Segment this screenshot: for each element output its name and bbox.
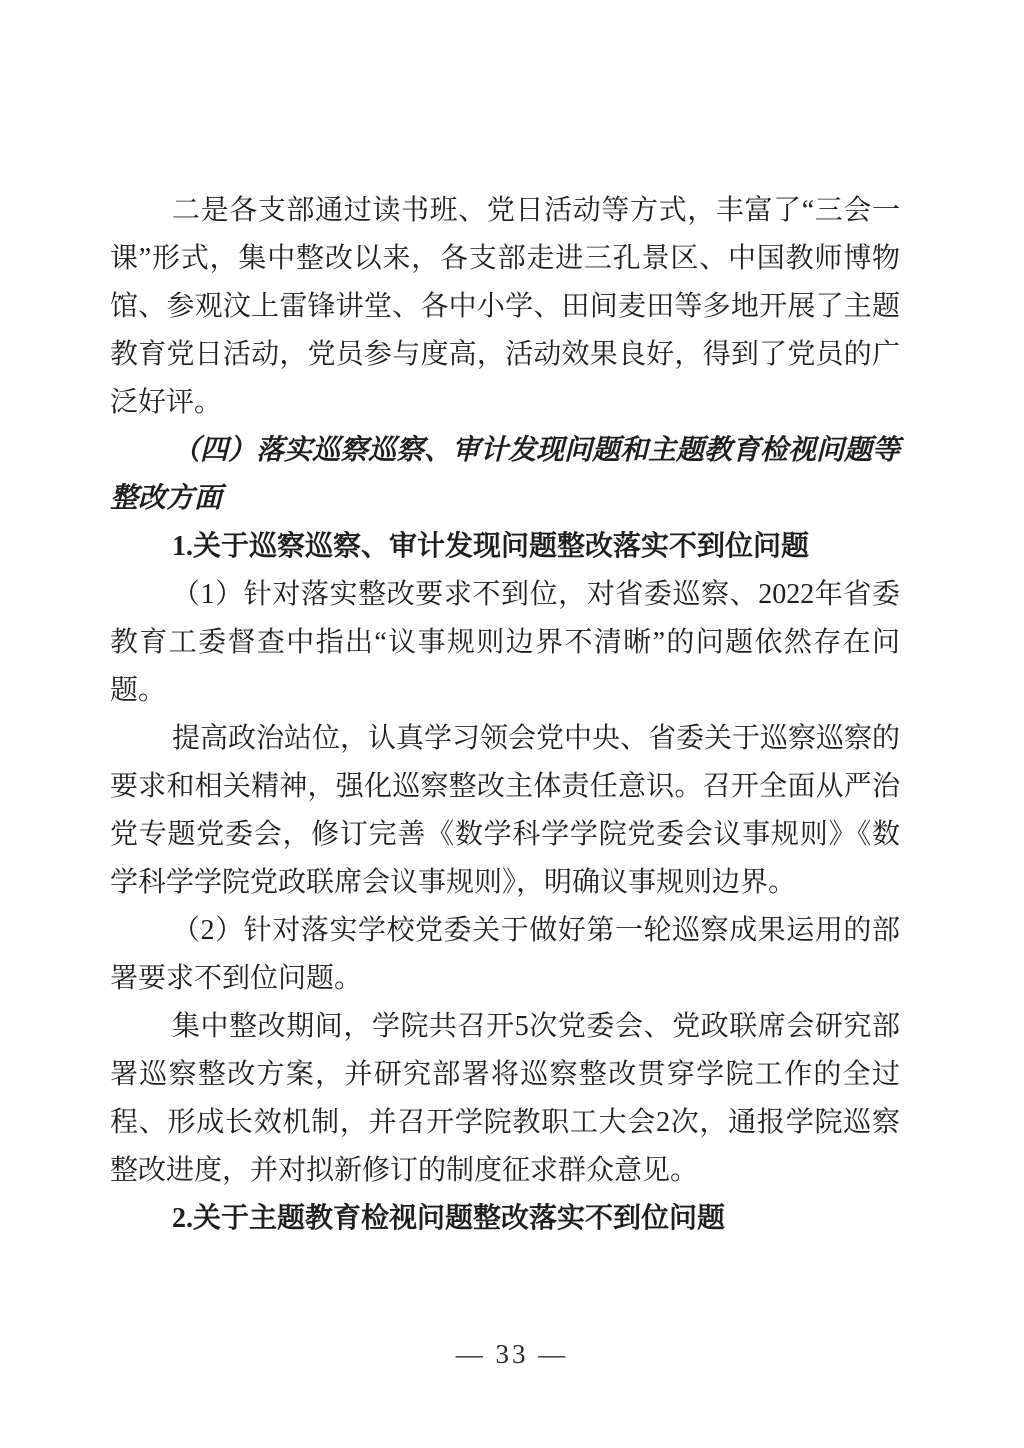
text-line: 程、形成长效机制，并召开学院教职工大会2次，通报学院巡察 [110,1107,900,1138]
text-line: 整改进度，并对拟新修订的制度征求群众意见。 [110,1155,699,1186]
text-line: 馆、参观汶上雷锋讲堂、各中小学、田间麦田等多地开展了主题 [110,291,900,322]
page-footer [0,1336,1024,1372]
text-block [110,187,900,1243]
text-line: 整改方面 [110,483,223,514]
text-line: 教育工委督查中指出“议事规则边界不清晰”的问题依然存在问 [110,627,900,658]
text-line: 学科学学院党政联席会议事规则》，明确议事规则边界。 [110,867,797,898]
text-line: （四）落实巡察巡察、审计发现问题和主题教育检视问题等 [172,435,901,466]
text-line: 署要求不到位问题。 [110,963,363,994]
text-line: 泛好评。 [110,387,223,418]
text-line: 署巡察整改方案，并研究部署将巡察整改贯穿学院工作的全过 [110,1059,900,1090]
text-line: （2）针对落实学校党委关于做好第一轮巡察成果运用的部 [172,915,900,946]
text-line: 2.关于主题教育检视问题整改落实不到位问题 [172,1203,726,1234]
page-number: — 33 — [455,1339,569,1369]
text-line: 1.关于巡察巡察、审计发现问题整改落实不到位问题 [172,531,810,562]
text-line: 教育党日活动，党员参与度高，活动效果良好，得到了党员的广 [110,339,900,370]
text-line: 题。 [110,675,167,706]
text-line: 集中整改期间，学院共召开5次党委会、党政联席会研究部 [172,1011,900,1042]
text-line: 提高政治站位，认真学习领会党中央、省委关于巡察巡察的 [172,723,901,754]
text-line: （1）针对落实整改要求不到位，对省委巡察、2022年省委 [172,579,900,610]
text-line: 课”形式，集中整改以来，各支部走进三孔景区、中国教师博物 [110,243,900,274]
text-line: 党专题党委会，修订完善《数学科学学院党委会议事规则》《数 [110,819,900,850]
text-line: 要求和相关精神，强化巡察整改主体责任意识。召开全面从严治 [110,771,900,802]
text-line: 二是各支部通过读书班、党日活动等方式，丰富了“三会一 [172,195,900,226]
